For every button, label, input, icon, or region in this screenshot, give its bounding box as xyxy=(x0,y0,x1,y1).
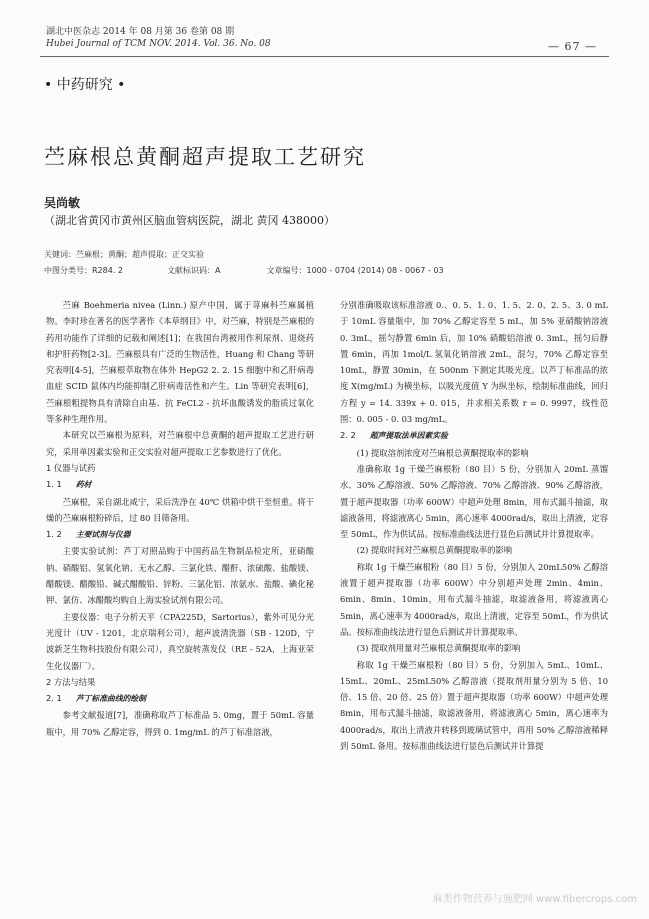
subsection-number: 1. 2 xyxy=(46,529,62,540)
experiment-heading: (1) 提取溶剂浓度对苎麻根总黄酮提取率的影响 xyxy=(356,447,529,458)
watermark: 麻类作物营养与施肥网 www.fibercrops.com xyxy=(432,894,637,905)
section-heading: 1 仪器与试药 xyxy=(46,462,96,473)
body-paragraph: 主要仪器：电子分析天平（CPA225D，Sartorius），紫外可见分光光度计（UV - 1201，北京瑞利公司），超声波清洗器（SB - 120D，宁波新芝生物科技股份有限公司），真空旋转蒸发仪（RE - 52A，上海亚荣生化仪器厂）。 xyxy=(46,611,314,671)
subsection-number: 1. 1 xyxy=(46,479,62,490)
left-column xyxy=(46,297,314,740)
body-paragraph: 参考文献报道[7]，准确称取芦丁标准品 5. 0mg，置于 50mL 容量瓶中，用 70% 乙醇定容，得到 0. 1mg/mL 的芦丁标准溶液， xyxy=(46,710,314,737)
keywords: 关键词：苎麻根；黄酮；超声提取；正交实验 xyxy=(44,250,204,259)
body-paragraph: 主要实验试剂：芦丁对照品购于中国药品生物制品检定所，亚硝酸钠、硝酸铝、氢氧化钠、无水乙醇、三氯化铁、醋酐、浓硫酸、盐酸镁、醋酸镁、醋酸铅、碱式醋酸铅、锌粉、三氯化铝、浓氨水、盐酸、碘化秘钾、氯仿、冰醋酸均购自上海实验试剂有限公司。 xyxy=(46,546,314,606)
subsection-number: 2. 1 xyxy=(46,693,62,704)
body-paragraph: 苎麻 Boehmeria nivea (Linn.) 原产中国，属于荨麻科苎麻属植物。李时珍在著名的医学著作《本草纲目》中，对苎麻，特别是苎麻根的药用功能作了详细的记载和阐述[1]；在我国台湾被用作利尿剂、退烧药和护肝药物[2-3]。苎麻根具有广泛的生物活性，Huang 和 Chang 等研究表明[4-5]，苎麻根萃取物在体外 HepG2 2. 2. 15 细胞中和乙肝病毒血症 SCID 鼠体内均能抑制乙肝病毒活性和产生。Lin 等研究表明[6]，苎麻根粗提物具有清除自由基、抗 FeCL2 - 抗坏血酸诱发的脂质过氧化等多种生理作用。 xyxy=(46,300,314,425)
subsection-heading xyxy=(46,526,314,543)
article-title: 苎麻根总黄酮超声提取工艺研究 xyxy=(44,145,366,169)
header-rule xyxy=(40,56,609,57)
subsection-heading xyxy=(46,476,314,493)
subsection-title: 药材 xyxy=(75,480,92,490)
section-heading: 2 方法与结果 xyxy=(46,676,96,687)
classification-line xyxy=(44,265,604,276)
body-paragraph: 称取 1g 干燥苎麻根粉（80 目）5 份，分别加入 5mL、10mL、15mL、20mL、25mL50% 乙醇溶液（提取剂用量分别为 5 倍、10 倍、15 倍、20 倍、25 倍）置于超声提取器（功率 600W）中超声处理 8min，用布式漏斗抽滤，取滤液备用，将滤液离心 5min，离心速率为 4000rad/s，取出上清液并转移到玻璃试管中，再用 50% 乙醇溶液稀释到 50mL 备用。按标准曲线法进行显色后测试并计算提 xyxy=(340,659,608,752)
subsection-title: 超声提取法单因素实验 xyxy=(369,431,448,441)
experiment-heading: (2) 提取时间对苎麻根总黄酮提取率的影响 xyxy=(356,545,513,556)
running-header xyxy=(46,26,271,50)
clc-number: 中图分类号：R284. 2 xyxy=(44,266,124,275)
body-paragraph: 准确称取 1g 干燥苎麻根粉（80 目）5 份，分别加入 20mL 蒸馏水、30% 乙醇溶液、50% 乙醇溶液、70% 乙醇溶液、90% 乙醇溶液，置于超声提取器（功率 600W）中超声处理 8min，用布式漏斗抽滤，取滤液备用，将滤液离心 5min，离心速率 4000rad/s，取出上清液，定容至 50mL，作为供试品。按标准曲线法进行显色后测试并计算提取率。 xyxy=(340,463,608,540)
section-tag: • 中药研究 • xyxy=(44,77,126,93)
subsection-heading xyxy=(340,427,608,444)
journal-title-cn: 湖北中医杂志 2014 年 08 月第 36 卷第 08 期 xyxy=(46,27,235,37)
body-paragraph: 本研究以苎麻根为原料，对苎麻根中总黄酮的超声提取工艺进行研究，采用单因素实验和正交实验对超声提取工艺参数进行了优化。 xyxy=(46,430,314,457)
body-paragraph: 称取 1g 干燥苎麻根粉（80 目）5 份，分别加入 20mL50% 乙醇溶液置于超声提取器（功率 600W）中分别超声处理 2min、4min、6min、8min、10min，用布式漏斗抽滤，取滤液备用，将滤液离心 5min，离心速率为 4000rad/s，取出上清液，定容至 50mL，作为供试品。按标准曲线法进行显色后测试并计算提取率。 xyxy=(340,561,608,637)
subsection-title: 芦丁标准曲线的绘制 xyxy=(75,694,147,704)
journal-title-en: Hubei Journal of TCM NOV. 2014. Vol. 36. No. 08 xyxy=(46,39,271,49)
author-name: 吴尚敏 xyxy=(44,196,81,210)
subsection-heading xyxy=(46,690,314,707)
document-code: 文献标识码：A xyxy=(167,266,221,275)
experiment-heading: (3) 提取剂用量对苎麻根总黄酮提取率的影响 xyxy=(356,643,521,654)
body-paragraph: 苎麻根，采自湖北咸宁，采后洗净在 40℃ 烘箱中烘干至恒重。将干燥的苎麻麻根粉碎后，过 80 目筛备用。 xyxy=(46,496,314,523)
page-number: — 67 — xyxy=(548,40,597,53)
body-paragraph: 分别准确吸取该标准溶液 0.、0. 5、1. 0、1. 5、2. 0、2. 5、3. 0 mL 于 10mL 容量瓶中，加 70% 乙醇定容至 5 mL，加 5% 亚硝酸钠溶液 0. 3mL，摇匀静置 6min 后，加 10% 硝酸铝溶液 0. 3mL，摇匀后静置 6min，再加 1mol/L 氢氧化钠溶液 2mL，混匀，70% 乙醇定容至 10mL，静置 30min，在 500nm 下测定其吸光度。以芦丁标准品的浓度 X(mg/mL) 为横坐标，以吸光度值 Y 为纵坐标，绘制标准曲线，回归方程 y = 14. 339x + 0. 015，并求相关系数 r = 0. 9997，线性范围：0. 005 - 0. 03 mg/mL。 xyxy=(340,300,608,425)
subsection-number: 2. 2 xyxy=(340,430,356,441)
author-affiliation: （湖北省黄冈市黄州区脑血管病医院，湖北 黄冈 438000） xyxy=(44,214,335,227)
article-id: 文章编号：1000 - 0704 (2014) 08 - 0067 - 03 xyxy=(266,266,444,275)
right-column xyxy=(340,297,608,754)
subsection-title: 主要试剂与仪器 xyxy=(75,530,131,540)
